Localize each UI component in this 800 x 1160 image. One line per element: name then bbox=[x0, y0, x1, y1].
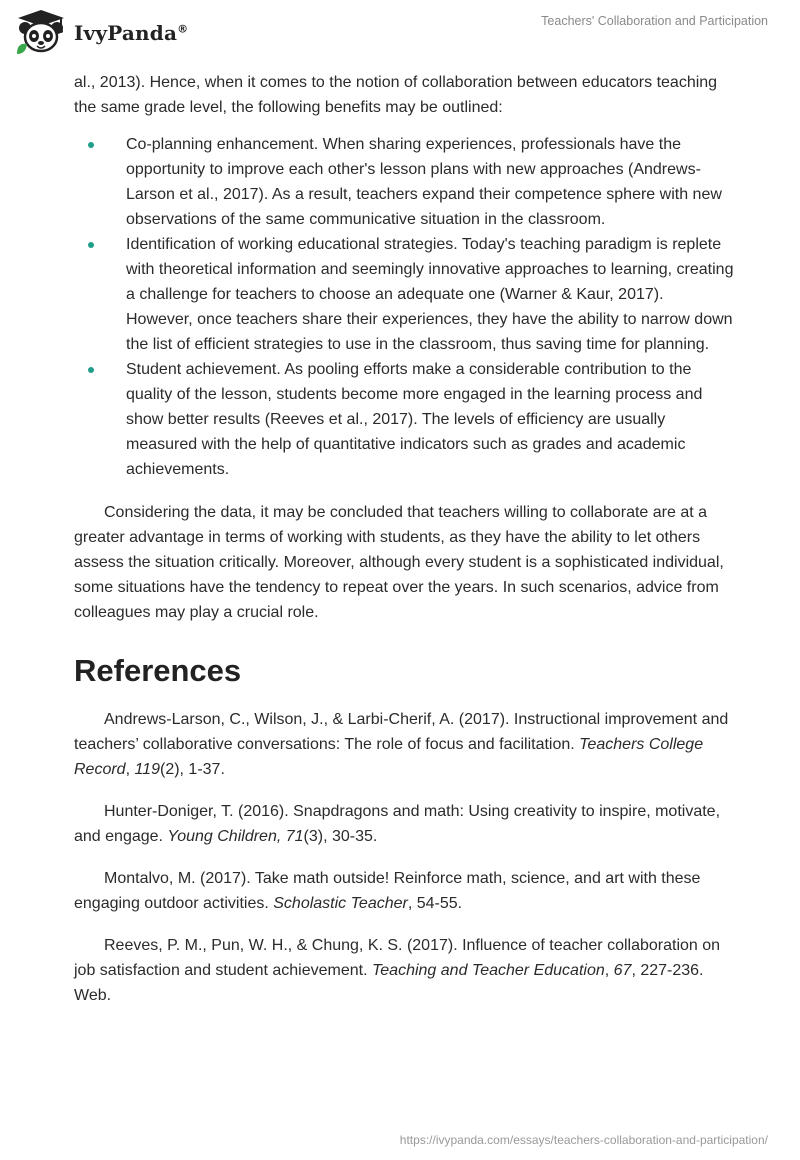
bullet-icon bbox=[88, 142, 94, 148]
reference-text: Andrews-Larson, C., Wilson, J., & Larbi-Cherif, A. (2017). Instructional improvement and teachers’ collaborative conversations: The role of focus and facilitation. bbox=[74, 711, 729, 753]
essay-body bbox=[74, 70, 734, 1025]
reference-pages: , 54-55. bbox=[407, 895, 463, 912]
reference-entry bbox=[74, 933, 734, 1008]
list-item bbox=[74, 357, 734, 482]
list-item-text: Co-planning enhancement. When sharing experiences, professionals have the opportunity to improve each other's lesson plans with new approaches (Andrews-Larson et al., 2017). As a result, teachers expand their competence sphere with new observations of the same communicative situation in the classroom. bbox=[126, 136, 722, 228]
reference-volume: 119 bbox=[134, 761, 160, 778]
reference-journal: Young Children, bbox=[167, 828, 282, 845]
panda-graduate-icon bbox=[14, 8, 68, 56]
bullet-icon bbox=[88, 367, 94, 373]
reference-entry bbox=[74, 707, 734, 782]
reference-pages: , 227-236. Web. bbox=[74, 962, 704, 1004]
reference-text: Reeves, P. M., Pun, W. H., & Chung, K. S. (2017). Influence of teacher collaboration on job satisfaction and student achievement. bbox=[74, 937, 721, 979]
reference-journal: Scholastic Teacher bbox=[273, 895, 408, 912]
reference-entry bbox=[74, 799, 734, 849]
reference-volume: 71 bbox=[285, 828, 304, 845]
benefits-list bbox=[74, 132, 734, 482]
registered-mark: ® bbox=[177, 22, 189, 36]
reference-entry bbox=[74, 866, 734, 916]
reference-sep: , bbox=[604, 962, 614, 979]
reference-journal: Teaching and Teacher Education bbox=[371, 962, 605, 979]
source-url-link[interactable]: https://ivypanda.com/essays/teachers-collaboration-and-participation/ bbox=[399, 1133, 768, 1147]
reference-pages: (2), 1-37. bbox=[159, 761, 225, 778]
list-item-text: Student achievement. As pooling efforts make a considerable contribution to the quality of the lesson, students become more engaged in the learning process and show better results (Reeves et al., 2017). The levels of efficiency are usually measured with the help of quantitative indicators such as grades and academic achievements. bbox=[126, 361, 703, 478]
ivypanda-logo[interactable] bbox=[14, 8, 188, 56]
document-title: Teachers' Collaboration and Participation bbox=[541, 14, 768, 28]
reference-pages: (3), 30-35. bbox=[303, 828, 378, 845]
bullet-icon bbox=[88, 242, 94, 248]
conclusion-paragraph: Considering the data, it may be concluded that teachers willing to collaborate are at a greater advantage in terms of working with students, as they have the ability to let others assess the situation critically. Moreover, although every student is a sophisticated individual, some situations have the tendency to repeat over the years. In such scenarios, advice from colleagues may play a crucial role. bbox=[74, 504, 724, 621]
references-heading: References bbox=[74, 653, 242, 688]
reference-volume: 67 bbox=[613, 962, 632, 979]
list-item-text: Identification of working educational strategies. Today's teaching paradigm is replete with theoretical information and seemingly innovative approaches to learning, creating a challenge for teachers to choose an adequate one (Warner & Kaur, 2017). However, once teachers share their experiences, they have the ability to narrow down the list of efficient strategies to use in the classroom, thus saving time for planning. bbox=[126, 236, 734, 353]
reference-text: Hunter-Doniger, T. (2016). Snapdragons and math: Using creativity to inspire, motivate, and engage. bbox=[74, 803, 721, 845]
list-item bbox=[74, 132, 734, 232]
intro-paragraph: al., 2013). Hence, when it comes to the notion of collaboration between educators teaching the same grade level, the following benefits may be outlined: bbox=[74, 74, 718, 116]
page-header bbox=[0, 0, 800, 64]
list-item bbox=[74, 232, 734, 357]
reference-sep: , bbox=[125, 761, 135, 778]
reference-text: Montalvo, M. (2017). Take math outside! Reinforce math, science, and art with these engaging outdoor activities. bbox=[74, 870, 701, 912]
brand-name: IvyPanda® bbox=[74, 21, 189, 45]
reference-journal: Teachers College Record bbox=[74, 736, 704, 778]
